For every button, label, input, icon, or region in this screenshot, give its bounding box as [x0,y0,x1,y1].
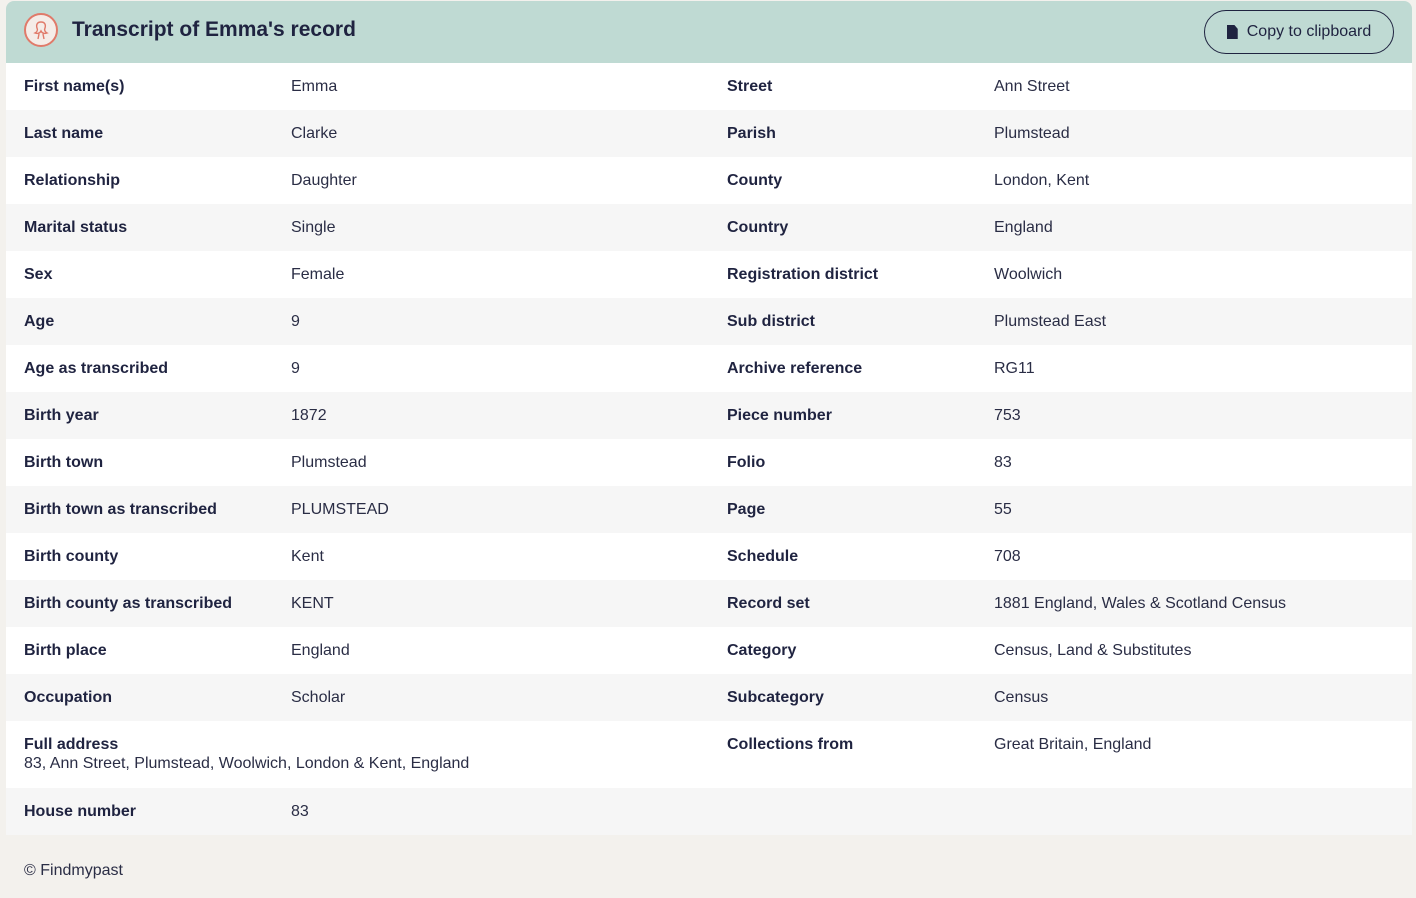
table-row [6,345,1412,392]
table-row [6,533,1412,580]
field-label: Last name [24,125,104,142]
field-label: First name(s) [24,78,125,95]
table-row [6,157,1412,204]
full-address-value: 83, Ann Street, Plumstead, Woolwich, London & Kent, England [24,755,470,772]
field-value: Plumstead [291,454,367,471]
field-label: Collections from [727,736,854,753]
field-label: Page [727,501,766,518]
field-value: Census [994,689,1049,706]
field-label: Category [727,642,797,659]
field-label: Birth town [24,454,104,471]
field-value: PLUMSTEAD [291,501,389,518]
field-value: Female [291,266,345,283]
record-table [6,63,1412,835]
table-row [6,251,1412,298]
copyright-footer: © Findmypast [24,862,123,879]
field-value: 9 [291,313,300,330]
field-value: 83 [994,454,1012,471]
field-label: Birth place [24,642,107,659]
field-value: Plumstead East [994,313,1107,330]
field-value: Clarke [291,125,338,142]
page-title: Transcript of Emma's record [72,18,356,41]
field-label: Schedule [727,548,799,565]
field-value: 1872 [291,407,327,424]
field-value: Scholar [291,689,346,706]
field-label: Marital status [24,219,128,236]
field-label: Full address [24,736,119,753]
field-label: Sex [24,266,53,283]
field-value: Single [291,219,336,236]
field-value: London, Kent [994,172,1090,189]
field-value: Census, Land & Substitutes [994,642,1192,659]
field-label: Record set [727,595,810,612]
field-label: Street [727,78,773,95]
field-label: County [727,172,783,189]
field-value: 83 [291,803,309,820]
table-row [6,63,1412,110]
table-row [6,627,1412,674]
field-value: 753 [994,407,1021,424]
field-label: Birth county as transcribed [24,595,233,612]
field-label: Registration district [727,266,879,283]
table-row [6,110,1412,157]
field-value: Plumstead [994,125,1070,142]
field-value: 1881 England, Wales & Scotland Census [994,595,1287,612]
field-label: Parish [727,125,776,142]
field-label: Country [727,219,789,236]
table-row [6,204,1412,251]
field-label: Birth county [24,548,119,565]
field-value: KENT [291,595,334,612]
field-value: Emma [291,78,338,95]
field-label: Relationship [24,172,121,189]
field-value: England [291,642,350,659]
field-value: Ann Street [994,78,1070,95]
table-row [6,674,1412,721]
table-row [6,788,1412,835]
field-label: Subcategory [727,689,824,706]
field-value: Woolwich [994,266,1063,283]
table-row [6,439,1412,486]
document-icon [1227,25,1238,39]
transcript-panel [6,1,1412,835]
table-row [6,580,1412,627]
field-label: Folio [727,454,766,471]
field-label: Sub district [727,313,816,330]
table-row [6,721,1412,788]
field-value: RG11 [994,360,1035,377]
field-value: 708 [994,548,1021,565]
field-label: Occupation [24,689,113,706]
field-label: Age [24,313,55,330]
field-value: England [994,219,1053,236]
field-value: 9 [291,360,300,377]
findmypast-logo-icon [24,13,58,47]
field-label: Archive reference [727,360,863,377]
field-label: House number [24,803,137,820]
field-label: Birth town as transcribed [24,501,217,518]
copy-to-clipboard-button[interactable] [1204,10,1394,54]
field-value: Great Britain, England [994,736,1152,753]
field-value: 55 [994,501,1012,518]
field-label: Piece number [727,407,832,424]
field-label: Birth year [24,407,99,424]
table-row [6,392,1412,439]
table-row [6,486,1412,533]
field-label: Age as transcribed [24,360,169,377]
field-value: Daughter [291,172,357,189]
field-value: Kent [291,548,324,565]
copy-button-label: Copy to clipboard [1246,23,1372,40]
transcript-header [6,1,1412,63]
table-row [6,298,1412,345]
